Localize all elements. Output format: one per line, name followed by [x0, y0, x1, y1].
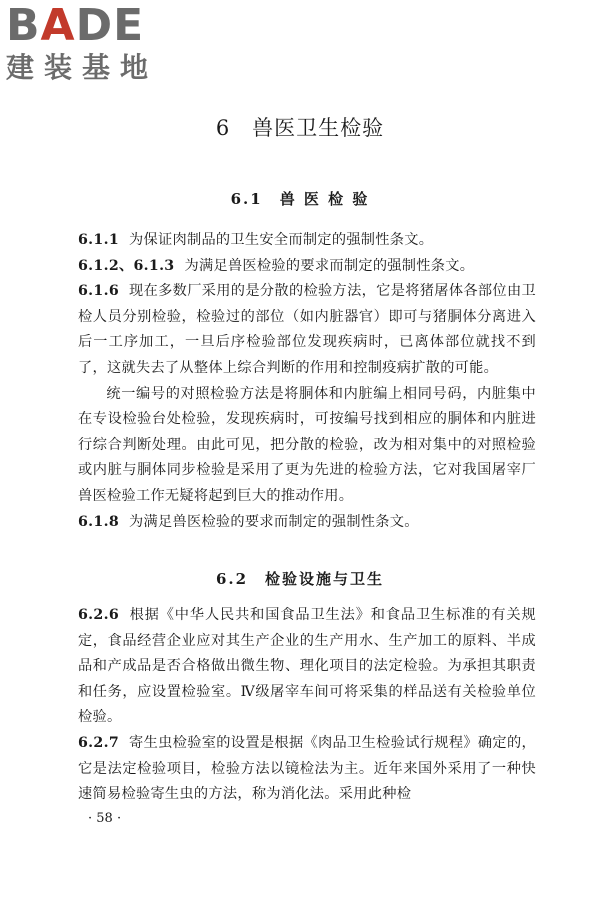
clause-text: 现在多数厂采用的是分散的检验方法，它是将猪屠体各部位由卫检人员分别检验，检验过的部位（如内脏器官）即可与猪胴体分离进入后一工序加工，一旦后序检验部位发现疾病时，已离体部位就找不到了，这就失去了从整体上综合判断的作用和控制疫病扩散的可能。 — [78, 283, 536, 376]
clause-text: 为满足兽医检验的要求而制定的强制性条文。 — [129, 513, 419, 530]
section-body-6-1 — [78, 228, 536, 535]
logo-letter-b: B — [6, 0, 41, 51]
logo-subtitle: 建装基地 — [6, 51, 159, 84]
clause-paragraph — [78, 279, 536, 381]
section-title-6-1: 6.1 兽 医 检 验 — [230, 190, 370, 208]
clause-paragraph — [78, 254, 536, 280]
clause-number: 6.1.6 — [78, 283, 119, 300]
clause-number: 6.2.7 — [78, 734, 119, 751]
clause-number: 6.1.8 — [78, 513, 119, 530]
body-paragraph: 统一编号的对照检验方法是将胴体和内脏编上相同号码，内脏集中在专设检验台处检验，发现疾病时，可按编号找到相应的胴体和内脏进行综合判断处理。由此可见，把分散的检验，改为相对集中的对照检验或内脏与胴体同步检验是采用了更为先进的检验方法，它对我国屠宰厂兽医检验工作无疑将起到巨大的推动作用。 — [78, 385, 536, 504]
clause-paragraph — [78, 731, 536, 808]
page-number: · 58 · — [88, 811, 122, 826]
clause-text: 为保证肉制品的卫生安全而制定的强制性条文。 — [129, 232, 434, 248]
section-body-6-2 — [78, 603, 536, 808]
chapter-title: 6 兽医卫生检验 — [215, 116, 385, 140]
clause-text: 为满足兽医检验的要求而制定的强制性条文。 — [184, 257, 475, 274]
logo-letter-a: A — [40, 0, 76, 51]
clause-text: 根据《中华人民共和国食品卫生法》和食品卫生标准的有关规定，食品经营企业应对其生产企业的生产用水、生产加工的原料、半成品和产成品是否合格做出微生物、理化项目的法定检验。为承担其职责和任务，应设置检验室。Ⅳ级屠宰车间可将采集的样品送有关检验单位检验。 — [78, 607, 536, 726]
clause-paragraph — [78, 228, 536, 254]
clause-paragraph — [78, 510, 536, 536]
bade-logo — [6, 0, 176, 84]
clause-number: 6.1.1 — [78, 232, 119, 248]
clause-number: 6.2.6 — [78, 607, 119, 623]
clause-number: 6.1.2、6.1.3 — [78, 257, 175, 274]
section-title-6-2: 6.2 检验设施与卫生 — [215, 570, 385, 588]
logo-letters-de: DE — [75, 0, 145, 51]
clause-text: 寄生虫检验室的设置是根据《肉品卫生检验试行规程》确定的，它是法定检验项目，检验方法以镜检法为主。近年来国外采用了一种快速简易检验寄生虫的方法，称为消化法。采用此种检 — [78, 734, 536, 803]
clause-paragraph — [78, 603, 536, 731]
logo-wordmark — [6, 0, 176, 51]
